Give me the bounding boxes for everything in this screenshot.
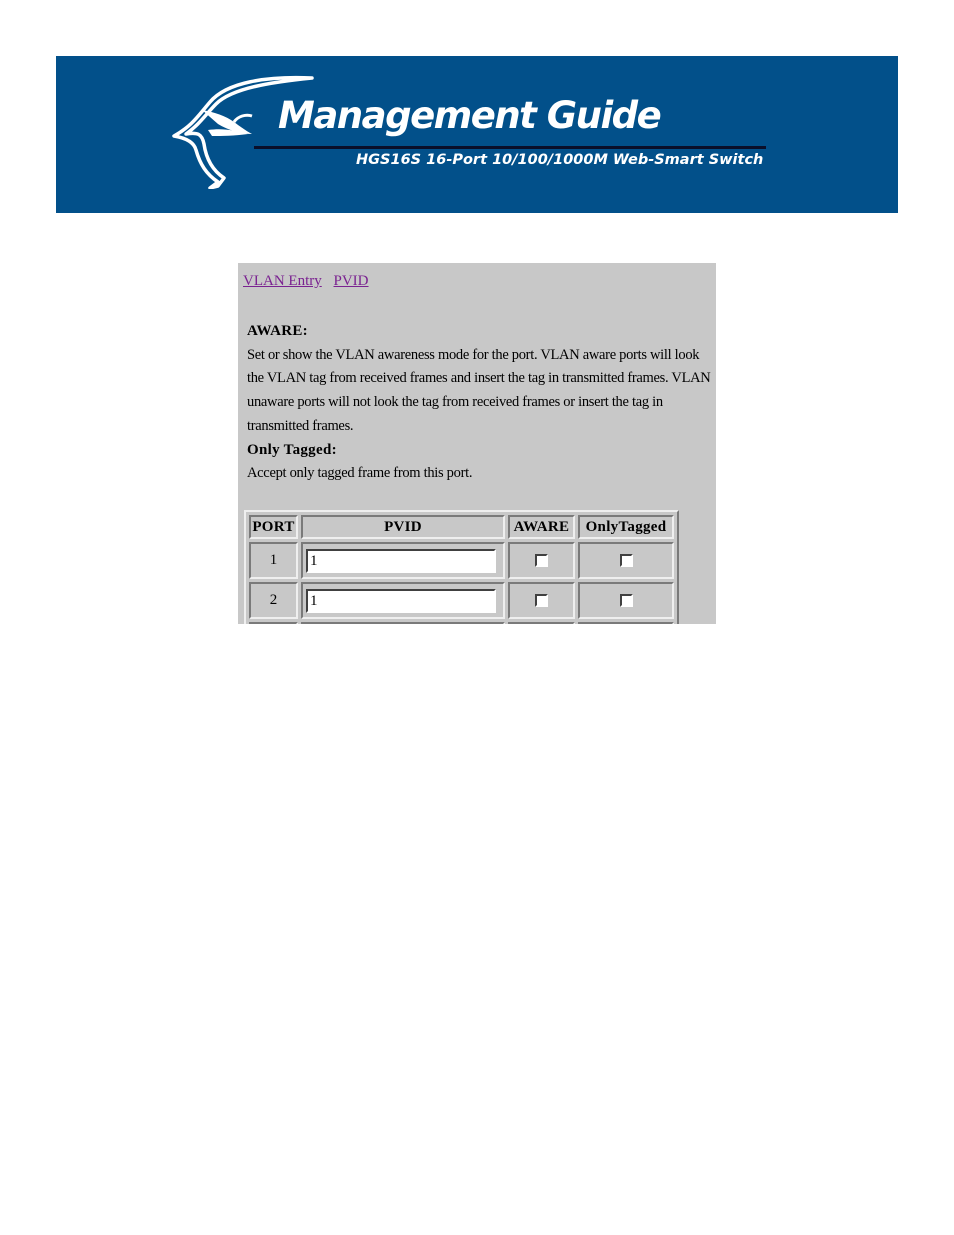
aware-description: Set or show the VLAN awareness mode for the port. VLAN aware ports will look the VLAN tag from received frames and insert the tag in transmitted frames. VLAN unaware ports will not look the tag from received frames or insert the tag in transmitted frames. — [247, 346, 711, 434]
column-header-pvid: PVID — [301, 515, 505, 539]
only-tagged-cell — [578, 542, 674, 579]
port-number: 2 — [249, 582, 298, 619]
only-tagged-cell — [578, 582, 674, 619]
pvid-cell-partial — [301, 622, 505, 624]
vlan-tabs — [243, 273, 377, 290]
banner-title: Management Guide — [278, 94, 661, 137]
banner-divider — [254, 146, 766, 149]
pvid-cell — [301, 542, 505, 579]
only-tagged-checkbox[interactable] — [620, 554, 633, 567]
aware-cell — [508, 582, 575, 619]
pvid-input[interactable]: 1 — [306, 549, 496, 573]
table-row — [249, 582, 674, 619]
banner-subtitle: HGS16S 16-Port 10/100/1000M Web-Smart Switch — [356, 152, 764, 168]
only-tagged-cell-partial — [578, 622, 674, 624]
pvid-input[interactable]: 1 — [306, 589, 496, 613]
port-number-partial — [249, 622, 298, 624]
column-header-port: PORT — [249, 515, 298, 539]
table-row-partial — [249, 622, 674, 624]
port-number: 1 — [249, 542, 298, 579]
tab-pvid[interactable]: PVID — [333, 273, 369, 289]
table-header-row — [249, 515, 674, 539]
column-header-aware: AWARE — [508, 515, 575, 539]
table-row — [249, 542, 674, 579]
pvid-table — [244, 510, 679, 624]
only-tagged-checkbox[interactable] — [620, 594, 633, 607]
only-tagged-heading: Only Tagged: — [247, 441, 337, 458]
pvid-settings-panel — [238, 263, 716, 624]
header-banner — [56, 56, 898, 213]
aware-heading: AWARE: — [247, 323, 308, 339]
aware-checkbox[interactable] — [535, 554, 548, 567]
only-tagged-description: Accept only tagged frame from this port. — [247, 465, 473, 482]
help-text — [247, 320, 715, 486]
aware-cell-partial — [508, 622, 575, 624]
column-header-only-tagged: OnlyTagged — [578, 515, 674, 539]
pvid-cell — [301, 582, 505, 619]
tab-vlan-entry[interactable]: VLAN Entry — [243, 273, 322, 289]
aware-checkbox[interactable] — [535, 594, 548, 607]
aware-cell — [508, 542, 575, 579]
